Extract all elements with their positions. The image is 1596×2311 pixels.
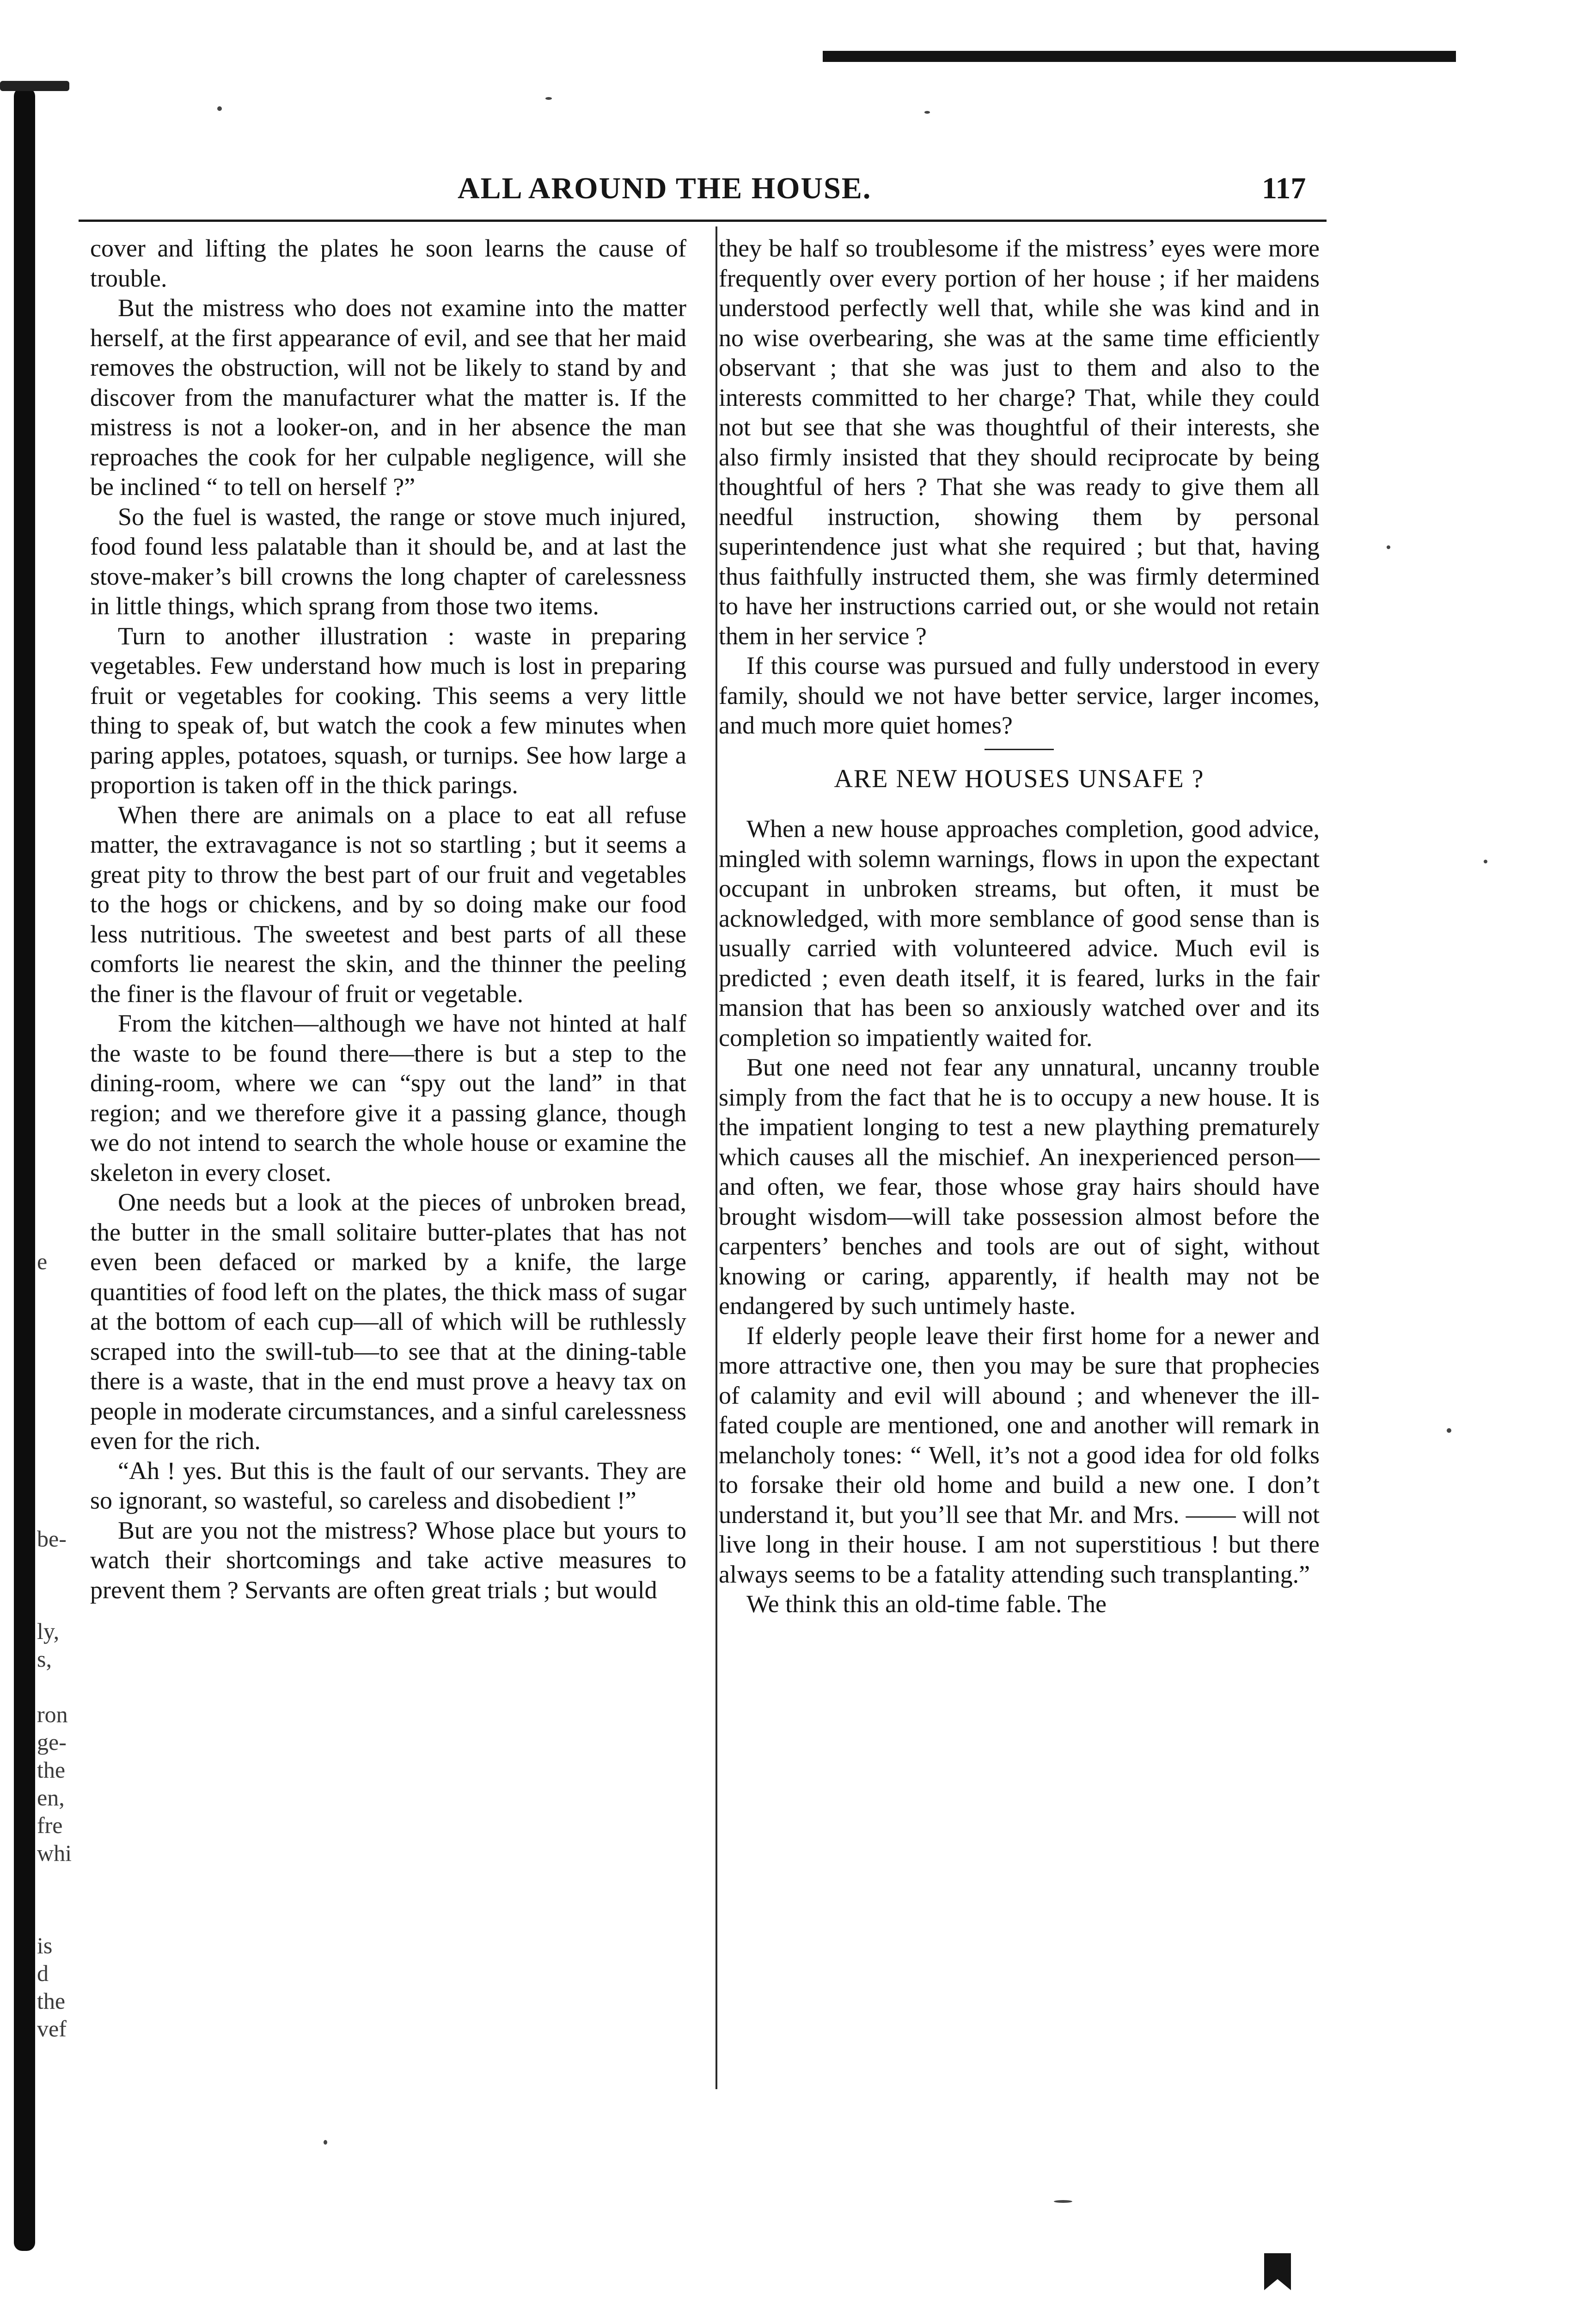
margin-fragment: vef bbox=[37, 2016, 67, 2042]
scan-speck bbox=[1484, 860, 1487, 863]
margin-fragment: is bbox=[37, 1932, 53, 1958]
margin-fragment: s, bbox=[37, 1646, 52, 1672]
margin-fragment: e bbox=[37, 1248, 48, 1274]
margin-fragment: ron bbox=[37, 1701, 68, 1727]
margin-fragment: whi bbox=[37, 1840, 72, 1866]
scan-speck bbox=[324, 2140, 327, 2145]
page-number: 117 bbox=[1262, 171, 1306, 205]
paragraph: But one need not fear any unnatural, uncanny trouble simply from the fact that he is to occupy a new house. It is the impatient longing to test a new plaything prematurely which causes all the mischief. An inexperienced person—and often, we fear, those whose gray hairs should have brought wisdom—will take possession almost before the carpenters’ benches and tools are out of sight, without knowing or caring, apparently, if health may not be endangered by such untimely haste. bbox=[719, 1053, 1320, 1320]
section-break-rule bbox=[985, 749, 1054, 750]
paragraph: cover and lifting the plates he soon learns the cause of trouble. bbox=[90, 234, 686, 292]
margin-fragment: fre bbox=[37, 1812, 63, 1838]
paragraph: When a new house approaches completion, good advice, mingled with solemn warnings, flows in upon the expectant occupant in unbroken streams, but often, it must be acknowledged, with more semblance of good sense than is usually carried with volunteered advice. Much evil is predicted ; even death itself, it is feared, lurks in the fair mansion that has been so anxiously watched over and its completion so impatiently waited for. bbox=[719, 815, 1320, 1052]
left-column bbox=[90, 233, 686, 1605]
paragraph: When there are animals on a place to eat all refuse matter, the extravagance is not so startling ; but it seems a great pity to throw the best part of our fruit and vegetables to the hogs or chickens, and by so doing make our food less nutritious. The sweetest and best parts of all these comforts lie nearest the skin, and the thinner the peeling the finer is the flavour of fruit or vegetable. bbox=[90, 801, 686, 1008]
paragraph: they be half so troublesome if the mistress’ eyes were more frequently over every portion of her house ; if her maidens understood perfectly well that, while she was kind and in no wise overbearing, she was at the same time efficiently observant ; that she was just to them and also to the interests committed to her charge? That, while they could not but see that she was thoughtful of their interests, she also firmly insisted that they should reciprocate by being thoughtful of hers ? That she was ready to give them all needful instruction, showing them by personal superintendence just what she required ; but that, having thus faithfully instructed them, she was firmly determined to have her instructions carried out, or she would not retain them in her service ? bbox=[719, 234, 1320, 650]
bottom-corner-mark bbox=[1264, 2253, 1291, 2290]
margin-fragment: ge- bbox=[37, 1729, 67, 1755]
scan-speck bbox=[1054, 2200, 1072, 2203]
margin-fragment: the bbox=[37, 1757, 66, 1783]
binding-edge bbox=[14, 88, 35, 2251]
paragraph: Turn to another illustration : waste in preparing vegetables. Few understand how much is lost in preparing fruit or vegetables for cooking. This seems a very little thing to speak of, but watch the cook a few minutes when paring apples, potatoes, squash, or turnips. See how large a proportion is taken off in the thick parings. bbox=[90, 622, 686, 799]
scan-speck bbox=[217, 106, 222, 111]
margin-fragment: en, bbox=[37, 1785, 65, 1810]
scan-speck bbox=[924, 111, 930, 114]
paragraph: But the mistress who does not examine into the matter herself, at the first appearance of evil, and see that her maid removes the obstruction, will not be likely to stand by and discover from the manufacturer what the matter is. If the mistress is not a looker-on, and in her absence the man reproaches the cook for her culpable negligence, will she be inclined “ to tell on herself ?” bbox=[90, 294, 686, 501]
page-header bbox=[79, 157, 1327, 226]
paragraph: From the kitchen—although we have not hinted at half the waste to be found there—there is but a step to the dining-room, where we can “spy out the land” in that region; and we therefore give it a passing glance, though we do not intend to search the whole house or examine the skeleton in every closet. bbox=[90, 1009, 686, 1186]
paragraph: If elderly people leave their first home for a newer and more attractive one, then you may be sure that prophecies of calamity and evil will abound ; and whenever the ill-fated couple are mentioned, one and another will remark in melancholy tones: “ Well, it’s not a good idea for old folks to forsake their old home and build a new one. I don’t understand it, but you’ll see that Mr. and Mrs. —— will not live long in their house. I am not superstitious ! but there always seems to be a fatality attending such transplanting.” bbox=[719, 1321, 1320, 1588]
scan-speck bbox=[545, 97, 552, 100]
column-divider bbox=[715, 226, 717, 2089]
scan-speck bbox=[1447, 1428, 1451, 1433]
margin-fragment: ly, bbox=[37, 1618, 60, 1644]
paragraph: If this course was pursued and fully understood in every family, should we not have better service, larger incomes, and much more quiet homes? bbox=[719, 652, 1320, 739]
running-title: ALL AROUND THE HOUSE. bbox=[458, 171, 872, 205]
paragraph: One needs but a look at the pieces of unbroken bread, the butter in the small solitaire butter-plates that has not even been defaced or marked by a knife, the large quantities of food left on the plates, the thick mass of sugar at the bottom of each cup—all of which will be ruthlessly scraped into the swill-tub—to see that at the dining-table there is a waste, that in the end must prove a heavy tax on people in moderate circumstances, and a sinful carelessness even for the rich. bbox=[90, 1188, 686, 1455]
margin-fragment: be- bbox=[37, 1526, 67, 1552]
binding-cap bbox=[0, 81, 69, 91]
scan-speck bbox=[1387, 545, 1390, 549]
margin-fragment: the bbox=[37, 1988, 66, 2014]
paragraph: But are you not the mistress? Whose place but yours to watch their shortcomings and take active measures to prevent them ? Servants are often great trials ; but would bbox=[90, 1516, 686, 1604]
right-column bbox=[719, 233, 1320, 1619]
margin-fragment: d bbox=[37, 1960, 49, 1986]
paragraph: We think this an old-time fable. The bbox=[746, 1590, 1107, 1618]
paragraph: So the fuel is wasted, the range or stove much injured, food found less palatable than it should be, and at last the stove-maker’s bill crowns the long chapter of carelessness in little things, which sprang from those two items. bbox=[90, 502, 686, 620]
section-heading: ARE NEW HOUSES UNSAFE ? bbox=[834, 764, 1205, 793]
header-rule bbox=[79, 220, 1327, 222]
paragraph: “Ah ! yes. But this is the fault of our servants. They are so ignorant, so wasteful, so careless and disobedient !” bbox=[90, 1456, 686, 1514]
top-rule bbox=[823, 51, 1456, 62]
